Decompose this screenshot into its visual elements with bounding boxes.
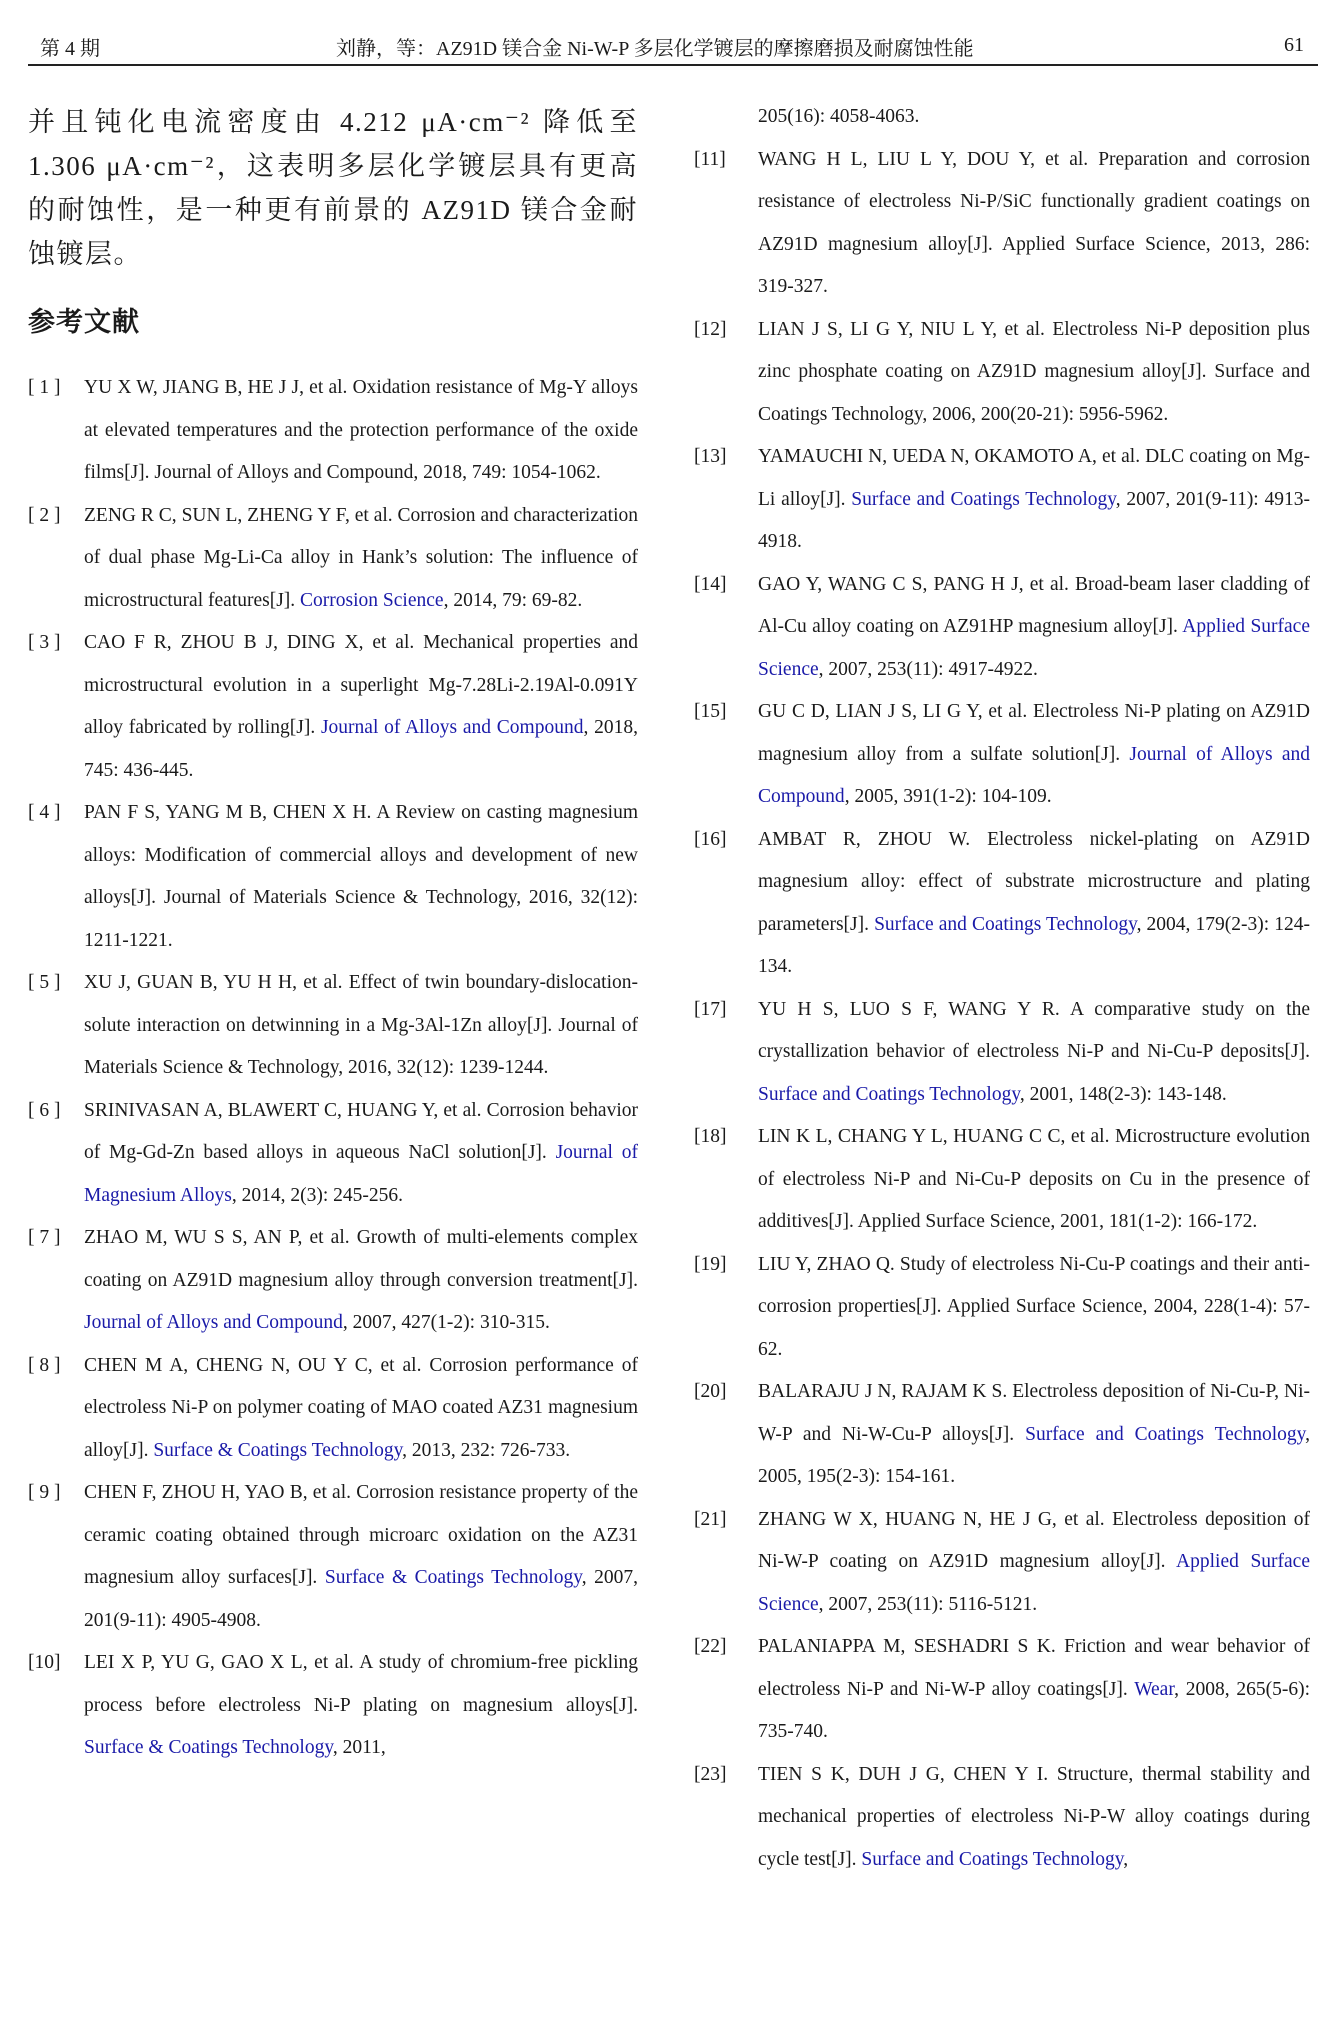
journal-link[interactable]: Wear (1134, 1678, 1175, 1700)
reference-number: [22] (694, 1636, 727, 1657)
right-column (694, 100, 1310, 1881)
journal-link[interactable]: Journal of Alloys and Compound (758, 743, 1310, 807)
reference-item (694, 564, 1310, 692)
body-paragraph: 并且钝化电流密度由 4.212 μA·cm⁻² 降低至 1.306 μA·cm⁻²，这表明多层化学镀层具有更高的耐蚀性，是一种更有前景的 AZ91D 镁合金耐蚀镀层。 (28, 107, 638, 269)
reference-number: [23] (694, 1763, 727, 1785)
reference-text: ZHANG W X, HUANG N, HE J G, et al. Electroless deposition of Ni-W-P coating on AZ91D magnesium alloy[J]. (758, 1508, 1310, 1572)
reference-citation-details: , 2008, 265(5-6): 735-740. (758, 1678, 1310, 1742)
reference-text: PALANIAPPA M, SESHADRI S K. Friction and wear behavior of electroless Ni-P and Ni-W-P alloy coatings[J]. (758, 1636, 1310, 1700)
journal-link[interactable]: Corrosion Science (300, 589, 444, 611)
reference-continuation: 205(16): 4058-4063. (758, 106, 920, 127)
reference-number: [ 4 ] (28, 802, 61, 823)
reference-text: CAO F R, ZHOU B J, DING X, et al. Mechanical properties and microstructural evolution in a superlight Mg-7.28Li-2.19Al-0.091Y alloy fabricated by rolling[J]. (84, 632, 638, 738)
reference-citation-details: , 2001, 148(2-3): 143-148. (1019, 1083, 1227, 1105)
reference-item (28, 367, 638, 495)
reference-item (694, 1499, 1310, 1627)
reference-text: ZENG R C, SUN L, ZHENG Y F, et al. Corrosion and characterization of dual phase Mg-Li-Ca alloy in Hank’s solution: The influence of microstructural features[J]. (84, 504, 638, 611)
reference-item (28, 1217, 638, 1345)
reference-item (694, 691, 1310, 819)
reference-text: GU C D, LIAN J S, LI G Y, et al. Electroless Ni-P plating on AZ91D magnesium alloy from a sulfate solution[J]. (758, 701, 1310, 765)
reference-item (694, 1371, 1310, 1499)
reference-citation-details: , 2005, 195(2-3): 154-161. (758, 1423, 1310, 1487)
page-number: 61 (1284, 34, 1304, 56)
reference-citation-details: , 2014, 2(3): 245-256. (231, 1184, 404, 1206)
reference-text: LEI X P, YU G, GAO X L, et al. A study of chromium-free pickling process before electroless Ni-P plating on magnesium alloys[J]. (84, 1652, 638, 1716)
reference-text: BALARAJU J N, RAJAM K S. Electroless deposition of Ni-Cu-P, Ni-W-P and Ni-W-Cu-P alloys[J]. (758, 1381, 1310, 1445)
reference-text: LIU Y, ZHAO Q. Study of electroless Ni-Cu-P coatings and their anti-corrosion properties[J]. Applied Surface Science, 2004, 228(1-4): 57-62. (758, 1253, 1310, 1360)
reference-item (28, 1642, 638, 1770)
reference-citation-details: , 2014, 79: 69-82. (443, 589, 583, 611)
reference-item (28, 792, 638, 962)
journal-link[interactable]: Surface and Coatings Technology (874, 913, 1137, 935)
reference-text: WANG H L, LIU L Y, DOU Y, et al. Preparation and corrosion resistance of electroless Ni-P/SiC functionally gradient coatings on AZ91D magnesium alloy[J]. Applied Surface Science, 2013, 286: 319-327. (758, 148, 1310, 297)
reference-citation-details: , 2007, 201(9-11): 4905-4908. (84, 1567, 638, 1631)
journal-link[interactable]: Applied Surface Science (758, 1551, 1310, 1615)
reference-item (28, 1090, 638, 1218)
reference-text: CHEN M A, CHENG N, OU Y C, et al. Corrosion performance of electroless Ni-P on polymer coating of MAO coated AZ31 magnesium alloy[J]. (84, 1354, 638, 1461)
reference-item (694, 436, 1310, 564)
reference-number: [10] (28, 1652, 61, 1673)
reference-number: [11] (694, 148, 726, 170)
reference-list-left (28, 367, 638, 1770)
running-header (28, 30, 1318, 66)
reference-text: TIEN S K, DUH J G, CHEN Y I. Structure, thermal stability and mechanical properties of electroless Ni-P-W alloy coatings during cycle test[J]. (758, 1763, 1310, 1870)
reference-item (694, 989, 1310, 1117)
reference-number: [14] (694, 573, 727, 595)
reference-number: [19] (694, 1253, 727, 1275)
reference-number: [12] (694, 318, 727, 340)
journal-link[interactable]: Surface and Coatings Technology (1025, 1423, 1306, 1445)
reference-list-right (694, 139, 1310, 1882)
reference-number: [ 6 ] (28, 1099, 61, 1121)
issue-label: 第 4 期 (40, 38, 100, 60)
journal-link[interactable]: Surface and Coatings Technology (758, 1083, 1020, 1105)
reference-text: LIAN J S, LI G Y, NIU L Y, et al. Electroless Ni-P deposition plus zinc phosphate coating on AZ91D magnesium alloy[J]. Surface and Coatings Technology, 2006, 200(20-21): 5956-5962. (758, 318, 1310, 425)
reference-item (28, 495, 638, 623)
reference-item (694, 819, 1310, 989)
journal-link[interactable]: Surface & Coatings Technology (324, 1567, 582, 1588)
reference-number: [15] (694, 701, 727, 722)
journal-link[interactable]: Surface and Coatings Technology (851, 488, 1116, 510)
reference-item (694, 1754, 1310, 1882)
reference-item (694, 139, 1310, 309)
reference-text: XU J, GUAN B, YU H H, et al. Effect of twin boundary-dislocation-solute interaction on detwinning in a Mg-3Al-1Zn alloy[J]. Journal of Materials Science & Technology, 2016, 32(12): 1239-1244. (84, 972, 638, 1078)
reference-number: [18] (694, 1126, 727, 1147)
journal-link[interactable]: Surface & Coatings Technology (153, 1439, 403, 1461)
reference-number: [20] (694, 1381, 727, 1402)
reference-number: [ 8 ] (28, 1354, 61, 1376)
reference-item (28, 1345, 638, 1473)
reference-item (694, 309, 1310, 437)
reference-number: [ 9 ] (28, 1482, 61, 1503)
reference-number: [ 3 ] (28, 632, 61, 653)
left-column (28, 100, 638, 1770)
reference-text: LIN K L, CHANG Y L, HUANG C C, et al. Microstructure evolution of electroless Ni-P and Ni-Cu-P deposits on Cu in the presence of additives[J]. Applied Surface Science, 2001, 181(1-2): 166-172. (758, 1126, 1310, 1232)
reference-item (694, 1116, 1310, 1244)
reference-text: YU X W, JIANG B, HE J J, et al. Oxidation resistance of Mg-Y alloys at elevated temperatures and the protection performance of the oxide films[J]. Journal of Alloys and Compound, 2018, 749: 1054-1062. (84, 377, 638, 483)
reference-citation-details: , 2007, 201(9-11): 4913-4918. (758, 488, 1310, 552)
reference-citation-details: , 2004, 179(2-3): 124-134. (758, 913, 1310, 977)
journal-link[interactable]: Journal of Alloys and Compound (84, 1312, 343, 1333)
journal-link[interactable]: Surface and Coatings Technology (861, 1848, 1124, 1870)
reference-citation-details: , 2005, 391(1-2): 104-109. (844, 786, 1052, 807)
reference-number: [21] (694, 1508, 727, 1530)
running-title: 刘静，等：AZ91D 镁合金 Ni-W-P 多层化学镀层的摩擦磨损及耐腐蚀性能 (336, 38, 974, 60)
reference-citation-details: , (1123, 1848, 1129, 1870)
reference-text: AMBAT R, ZHOU W. Electroless nickel-plating on AZ91D magnesium alloy: effect of substrate microstructure and plating parameters[J]. (758, 828, 1310, 935)
reference-number: [17] (694, 998, 727, 1020)
journal-link[interactable]: Surface & Coatings Technology (84, 1737, 333, 1758)
reference-item (694, 1244, 1310, 1372)
reference-item (28, 1472, 638, 1642)
reference-text: YU H S, LUO S F, WANG Y R. A comparative study on the crystallization behavior of electroless Ni-P and Ni-Cu-P deposits[J]. (758, 998, 1310, 1062)
reference-number: [ 7 ] (28, 1227, 61, 1248)
reference-item (28, 622, 638, 792)
reference-text: ZHAO M, WU S S, AN P, et al. Growth of multi-elements complex coating on AZ91D magnesium alloy through conversion treatment[J]. (84, 1227, 638, 1291)
reference-number: [16] (694, 828, 727, 850)
reference-number: [ 5 ] (28, 972, 61, 993)
reference-number: [13] (694, 446, 727, 467)
reference-number: [ 1 ] (28, 377, 61, 398)
reference-text: YAMAUCHI N, UEDA N, OKAMOTO A, et al. DLC coating on Mg-Li alloy[J]. (758, 446, 1310, 510)
reference-citation-details: , 2007, 253(11): 4917-4922. (818, 658, 1038, 680)
reference-item (28, 962, 638, 1090)
reference-number: [ 2 ] (28, 504, 61, 526)
reference-item (694, 1626, 1310, 1754)
journal-link[interactable]: Journal of Magnesium Alloys (84, 1142, 638, 1206)
reference-text: PAN F S, YANG M B, CHEN X H. A Review on casting magnesium alloys: Modification of commercial alloys and development of new alloys[J]. Journal of Materials Science & Technology, 2016, 32(12): 1211-1221. (84, 802, 638, 951)
reference-text: CHEN F, ZHOU H, YAO B, et al. Corrosion resistance property of the ceramic coating obtained through microarc oxidation on the AZ31 magnesium alloy surfaces[J]. (84, 1482, 638, 1588)
reference-text: GAO Y, WANG C S, PANG H J, et al. Broad-beam laser cladding of Al-Cu alloy coating on AZ91HP magnesium alloy[J]. (758, 573, 1310, 637)
reference-citation-details: , 2011, (332, 1737, 386, 1758)
reference-citation-details: , 2007, 253(11): 5116-5121. (818, 1593, 1038, 1615)
reference-citation-details: , 2013, 232: 726-733. (402, 1439, 571, 1461)
reference-text: SRINIVASAN A, BLAWERT C, HUANG Y, et al. Corrosion behavior of Mg-Gd-Zn based alloys in aqueous NaCl solution[J]. (84, 1099, 638, 1163)
journal-link[interactable]: Applied Surface Science (758, 616, 1310, 680)
reference-citation-details: , 2018, 745: 436-445. (84, 717, 638, 781)
reference-citation-details: , 2007, 427(1-2): 310-315. (342, 1312, 550, 1333)
journal-link[interactable]: Journal of Alloys and Compound (320, 717, 584, 738)
references-heading: 参考文献 (28, 307, 140, 338)
